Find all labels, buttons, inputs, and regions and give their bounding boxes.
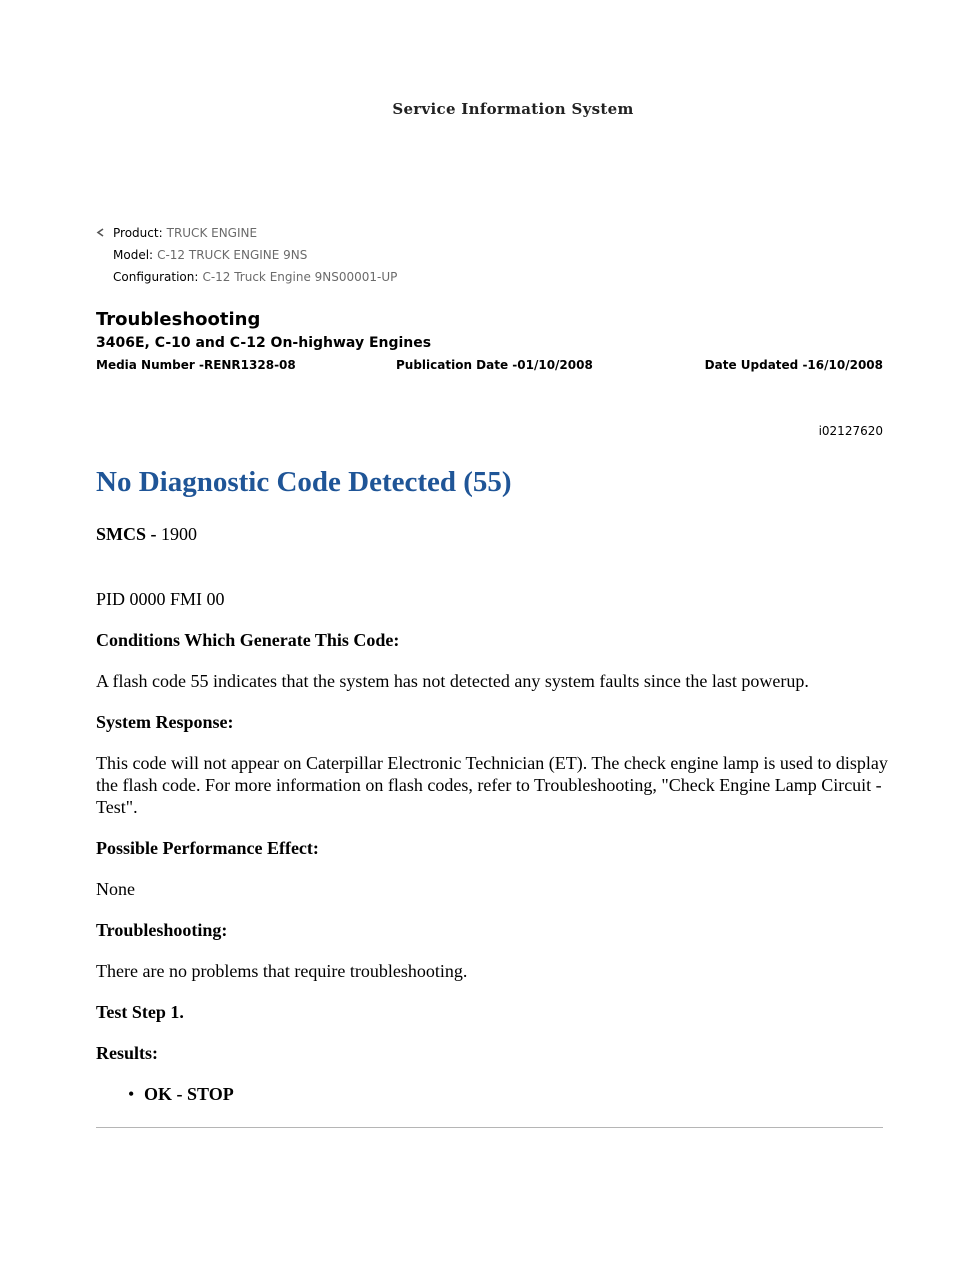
crumb-model-label: Model: xyxy=(113,248,154,262)
performance-effect-text: None xyxy=(96,879,135,899)
conditions-text: A flash code 55 indicates that the system has not detected any system faults since the last powerup. xyxy=(96,671,809,691)
conditions-heading: Conditions Which Generate This Code: xyxy=(96,630,400,650)
document-subtitle: 3406E, C-10 and C-12 On-highway Engines xyxy=(96,335,432,351)
crumb-configuration-value: C-12 Truck Engine 9NS00001-UP xyxy=(202,270,398,284)
publication-date: Publication Date -01/10/2008 xyxy=(396,358,593,372)
media-number: Media Number -RENR1328-08 xyxy=(96,358,296,372)
result-list-item xyxy=(96,1083,888,1105)
system-response-text: This code will not appear on Caterpillar Electronic Technician (ET). The check engine lamp is used to display the flash code. For more information on flash codes, refer to Troubleshooting, "Check Engine Lamp Circuit - Test". xyxy=(96,753,888,817)
crumb-configuration-label: Configuration: xyxy=(113,270,199,284)
crumb-product-label: Product: xyxy=(113,226,163,240)
system-response-heading: System Response: xyxy=(96,712,234,732)
article-body xyxy=(96,462,888,1105)
smcs-label: SMCS - xyxy=(96,524,162,544)
footer-divider xyxy=(96,1127,883,1128)
smcs-value: 1900 xyxy=(161,524,198,544)
troubleshooting-heading: Troubleshooting: xyxy=(96,920,228,940)
result-ok-stop: OK - STOP xyxy=(144,1084,234,1104)
breadcrumb xyxy=(96,222,397,288)
crumb-product-value: TRUCK ENGINE xyxy=(166,226,258,240)
document-meta xyxy=(96,358,883,378)
performance-effect-heading: Possible Performance Effect: xyxy=(96,838,319,858)
crumb-configuration xyxy=(96,266,397,288)
crumb-model xyxy=(96,244,397,266)
article-heading: No Diagnostic Code Detected (55) xyxy=(96,466,512,498)
test-step-heading: Test Step 1. xyxy=(96,1002,184,1022)
smcs-line xyxy=(96,522,888,546)
crumb-product[interactable] xyxy=(96,222,397,244)
bullet-icon: • xyxy=(128,1084,135,1104)
back-arrow-icon[interactable] xyxy=(96,228,105,237)
pid-fmi: PID 0000 FMI 00 xyxy=(96,589,225,609)
results-heading: Results: xyxy=(96,1043,158,1063)
service-information-system-logo: Service Information System xyxy=(392,100,634,118)
crumb-model-value: C-12 TRUCK ENGINE 9NS xyxy=(157,248,308,262)
document-title: Troubleshooting xyxy=(96,309,261,330)
troubleshooting-text: There are no problems that require troubleshooting. xyxy=(96,961,468,981)
document-id: i02127620 xyxy=(818,424,883,438)
date-updated: Date Updated -16/10/2008 xyxy=(704,358,883,372)
document-header xyxy=(96,308,883,378)
